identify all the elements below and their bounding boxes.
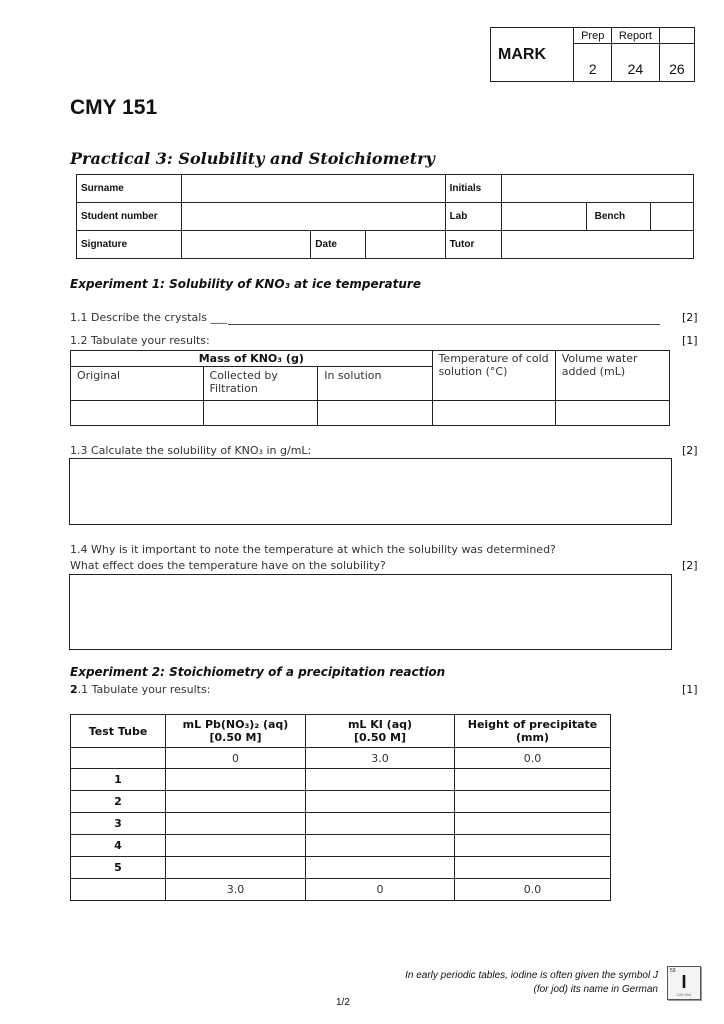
ki-header-line1: mL KI (aq)	[347, 718, 413, 731]
initials-label: Initials	[445, 175, 502, 203]
element-symbol: I	[681, 972, 687, 992]
mark-report-label-cell	[612, 28, 660, 44]
surname-field[interactable]	[181, 175, 445, 203]
table-row	[71, 748, 611, 769]
cell-tube[interactable]	[71, 879, 166, 901]
cell-ki[interactable]	[306, 813, 455, 835]
cell-tube: 2	[71, 791, 166, 813]
solution-input[interactable]	[318, 401, 432, 426]
cell-pb[interactable]	[166, 769, 306, 791]
table-row	[71, 857, 611, 879]
q1-4-mark: [2]	[682, 559, 698, 572]
mark-title: MARK	[498, 45, 546, 63]
cell-height[interactable]	[455, 857, 611, 879]
page-number: 1/2	[336, 997, 350, 1008]
mark-prep-value: 2	[588, 61, 597, 77]
mark-box	[490, 27, 695, 82]
cell-tube: 4	[71, 835, 166, 857]
exp2-results-table	[70, 714, 611, 901]
table-row	[71, 769, 611, 791]
cell-ki: 3.0	[306, 748, 455, 769]
volume-input[interactable]	[555, 401, 669, 426]
cell-height: 0.0	[455, 748, 611, 769]
mark-blank-cell	[659, 28, 694, 44]
height-header: Height of precipitate (mm)	[455, 715, 611, 748]
cell-height[interactable]	[455, 791, 611, 813]
pb-header-line2: [0.50 M]	[209, 731, 262, 744]
cell-pb[interactable]	[166, 857, 306, 879]
mass-header: Mass of KNO₃ (g)	[71, 351, 433, 367]
pb-header-line1: mL Pb(NO₃)₂ (aq)	[182, 718, 289, 731]
q1-3-answer-box[interactable]	[69, 458, 672, 525]
mark-title-cell	[491, 28, 574, 82]
q2-1-text	[70, 683, 210, 696]
ki-header-line2: [0.50 M]	[354, 731, 406, 744]
initials-field[interactable]	[502, 175, 694, 203]
cell-ki[interactable]	[306, 791, 455, 813]
tutor-field[interactable]	[502, 231, 694, 259]
q1-1-text: 1.1 Describe the crystals ___	[70, 311, 228, 324]
mark-report-value-cell[interactable]	[612, 44, 660, 82]
tutor-label: Tutor	[445, 231, 502, 259]
q1-1-mark: [2]	[682, 311, 698, 324]
mark-prep-value-cell[interactable]	[574, 44, 612, 82]
cell-tube[interactable]	[71, 748, 166, 769]
cell-pb[interactable]	[166, 813, 306, 835]
element-number: 53	[670, 968, 676, 974]
q1-4-text-line2: What effect does the temperature have on the solubility?	[70, 559, 386, 572]
experiment1-title: Experiment 1: Solubility of KNO₃ at ice temperature	[70, 277, 421, 291]
table-row	[71, 813, 611, 835]
temp-input[interactable]	[432, 401, 555, 426]
mark-prep-label: Prep	[581, 29, 605, 42]
iodine-element-tile	[667, 966, 701, 1000]
tube-header: Test Tube	[71, 715, 166, 748]
q2-1-number: 2	[70, 683, 78, 696]
volume-header: Volume water added (mL)	[555, 351, 669, 401]
cell-height: 0.0	[455, 879, 611, 901]
cell-tube: 1	[71, 769, 166, 791]
cell-ki[interactable]	[306, 835, 455, 857]
experiment2-title: Experiment 2: Stoichiometry of a precipitation reaction	[70, 665, 446, 679]
student-info-table	[76, 174, 694, 259]
q1-4-answer-box[interactable]	[69, 574, 672, 650]
lab-label: Lab	[445, 203, 502, 231]
mark-report-value: 24	[627, 61, 644, 77]
q1-1-answer-line[interactable]	[228, 324, 660, 325]
mark-prep-label-cell	[574, 28, 612, 44]
original-header: Original	[71, 367, 204, 401]
signature-label: Signature	[77, 231, 182, 259]
q1-3-text: 1.3 Calculate the solubility of KNO₃ in g/mL:	[70, 444, 312, 457]
lab-field[interactable]	[502, 203, 586, 231]
mark-total-value: 26	[669, 61, 685, 77]
bench-label: Bench	[586, 203, 651, 231]
exp1-results-table	[70, 350, 670, 426]
q1-2-mark: [1]	[682, 334, 698, 347]
cell-pb: 3.0	[166, 879, 306, 901]
table-row	[71, 835, 611, 857]
q1-4-text-line1: 1.4 Why is it important to note the temperature at which the solubility was determined?	[70, 543, 556, 556]
table-row	[71, 791, 611, 813]
student-number-label: Student number	[77, 203, 182, 231]
mark-total-value-cell[interactable]	[659, 44, 694, 82]
fact-line1: In early periodic tables, iodine is often given the symbol J	[405, 970, 658, 981]
surname-label: Surname	[77, 175, 182, 203]
cell-height[interactable]	[455, 813, 611, 835]
practical-title: Practical 3: Solubility and Stoichiometry	[70, 149, 435, 168]
filtration-header: Collected by Filtration	[203, 367, 318, 401]
signature-field[interactable]	[181, 231, 311, 259]
cell-tube: 5	[71, 857, 166, 879]
q2-1-mark: [1]	[682, 683, 698, 696]
ki-header	[306, 715, 455, 748]
cell-ki: 0	[306, 879, 455, 901]
cell-height[interactable]	[455, 769, 611, 791]
q2-1-rest: .1 Tabulate your results:	[77, 683, 211, 696]
cell-pb[interactable]	[166, 791, 306, 813]
course-code: CMY 151	[70, 96, 158, 119]
filtration-input[interactable]	[203, 401, 318, 426]
mark-report-label: Report	[618, 29, 652, 42]
cell-tube: 3	[71, 813, 166, 835]
pb-header	[166, 715, 306, 748]
student-number-field[interactable]	[181, 203, 445, 231]
cell-height[interactable]	[455, 835, 611, 857]
cell-pb: 0	[166, 748, 306, 769]
temp-header: Temperature of cold solution (°C)	[432, 351, 555, 401]
q1-3-mark: [2]	[682, 444, 698, 457]
date-cell	[311, 231, 445, 259]
cell-pb[interactable]	[166, 835, 306, 857]
table-row	[71, 879, 611, 901]
bench-field[interactable]	[651, 203, 694, 231]
date-label: Date	[311, 231, 366, 258]
cell-ki[interactable]	[306, 857, 455, 879]
fact-line2: (for jod) its name in German	[533, 984, 658, 995]
q1-2-text: 1.2 Tabulate your results:	[70, 334, 210, 347]
original-input[interactable]	[71, 401, 204, 426]
cell-ki[interactable]	[306, 769, 455, 791]
element-mass: 126.904	[676, 992, 692, 997]
date-field[interactable]	[366, 231, 444, 258]
solution-header: In solution	[318, 367, 432, 401]
